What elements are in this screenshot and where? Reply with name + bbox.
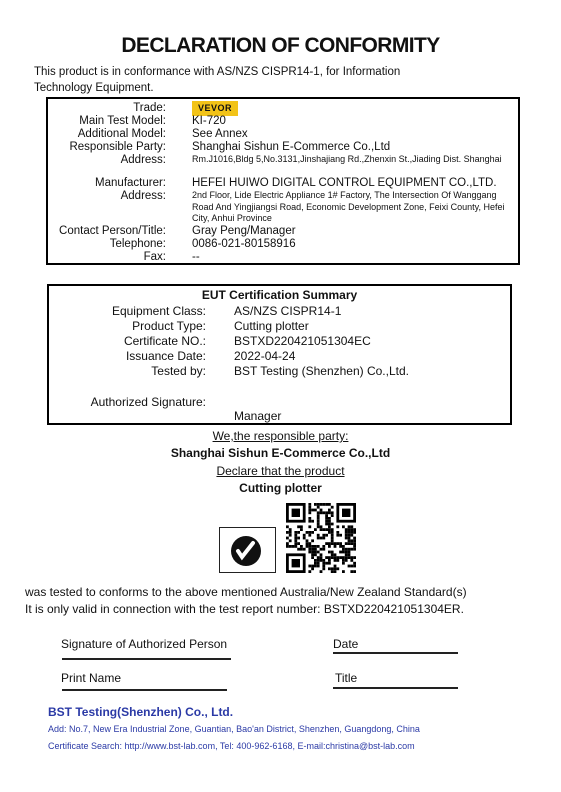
authorized-person-label: Signature of Authorized Person [61, 637, 228, 651]
conformity-statement: was tested to conforms to the above mentioned Australia/New Zealand Standard(s) [25, 585, 467, 599]
address-value: Rm.J1016,Bldg 5,No.3131,Jinshajiang Rd.,Zhenxin St.,Jiading Dist. Shanghai [192, 154, 502, 164]
eut-summary-heading: EUT Certification Summary [201, 288, 358, 302]
contact-value: Gray Peng/Manager [192, 225, 296, 237]
responsible-party-label: Responsible Party: [69, 141, 166, 153]
certificate-label: Certificate NO.: [123, 334, 206, 348]
title-label: Title [335, 671, 358, 685]
main-model-value: KI-720 [192, 115, 226, 127]
intro-line-2: Technology Equipment. [34, 82, 154, 94]
footer-contact: Certificate Search: http://www.bst-lab.com, Tel: 400-962-6168, E-mail:christina@bst-lab.com [48, 741, 415, 751]
product-type-label: Product Type: [132, 319, 206, 333]
declared-product: Cutting plotter [239, 481, 322, 495]
qr-code [286, 503, 356, 573]
issuance-date-label: Issuance Date: [125, 349, 206, 363]
responsible-party-value: Shanghai Sishun E-Commerce Co.,Ltd [192, 141, 391, 153]
manufacturer-value: HEFEI HUIWO DIGITAL CONTROL EQUIPMENT CO.,LTD. [192, 177, 497, 189]
product-type-value: Cutting plotter [234, 319, 309, 333]
manufacturer-address-value: 2nd Floor, Lide Electric Appliance 1# Factory, The Intersection Of Wanggang Road And Yingjiangsi Road, Economic Development Zone, Feixi County, Hefei City, Anhui Province [192, 190, 505, 223]
title-line [333, 687, 458, 689]
equipment-class-value: AS/NZS CISPR14-1 [234, 304, 342, 318]
product-info-box [46, 97, 520, 265]
print-name-label: Print Name [61, 671, 122, 685]
manufacturer-label: Manufacturer: [95, 177, 166, 189]
footer-address: Add: No.7, New Era Industrial Zone, Guantian, Bao'an District, Shenzhen, Guangdong, China [48, 724, 420, 734]
authorized-person-line [62, 658, 231, 660]
print-name-line [62, 689, 227, 691]
responsible-party-statement: We,the responsible party: [212, 429, 349, 443]
vevor-logo: VEVOR [192, 101, 238, 116]
report-validity-statement: It is only valid in connection with the test report number: BSTXD220421051304ER. [25, 602, 464, 616]
footer-company: BST Testing(Shenzhen) Co., Ltd. [48, 705, 234, 719]
telephone-value: 0086-021-80158916 [192, 238, 296, 250]
contact-label: Contact Person/Title: [59, 225, 166, 237]
declaring-company: Shanghai Sishun E-Commerce Co.,Ltd [170, 446, 391, 460]
rcm-mark-icon [219, 527, 276, 573]
issuance-date-value: 2022-04-24 [234, 349, 296, 363]
address-label: Address: [120, 154, 166, 166]
declare-statement: Declare that the product [216, 464, 345, 478]
tested-by-label: Tested by: [151, 364, 206, 378]
fax-value: -- [192, 251, 200, 263]
equipment-class-label: Equipment Class: [111, 304, 206, 318]
additional-model-value: See Annex [192, 128, 248, 140]
certificate-value: BSTXD220421051304EC [234, 334, 371, 348]
fax-label: Fax: [143, 251, 166, 263]
telephone-label: Telephone: [109, 238, 166, 250]
manufacturer-address-label: Address: [120, 190, 166, 202]
date-label: Date [333, 637, 359, 651]
trade-label: Trade: [133, 102, 166, 114]
eut-summary-box [47, 284, 512, 425]
date-line [333, 652, 458, 654]
document-title: DECLARATION OF CONFORMITY [121, 34, 440, 57]
additional-model-label: Additional Model: [77, 128, 166, 140]
main-model-label: Main Test Model: [79, 115, 166, 127]
authorized-signature-label: Authorized Signature: [90, 395, 206, 409]
intro-line-1: This product is in conformance with AS/NZS CISPR14-1, for Information [34, 66, 401, 78]
tested-by-value: BST Testing (Shenzhen) Co.,Ltd. [234, 364, 409, 378]
signature-title-value: Manager [234, 409, 282, 423]
